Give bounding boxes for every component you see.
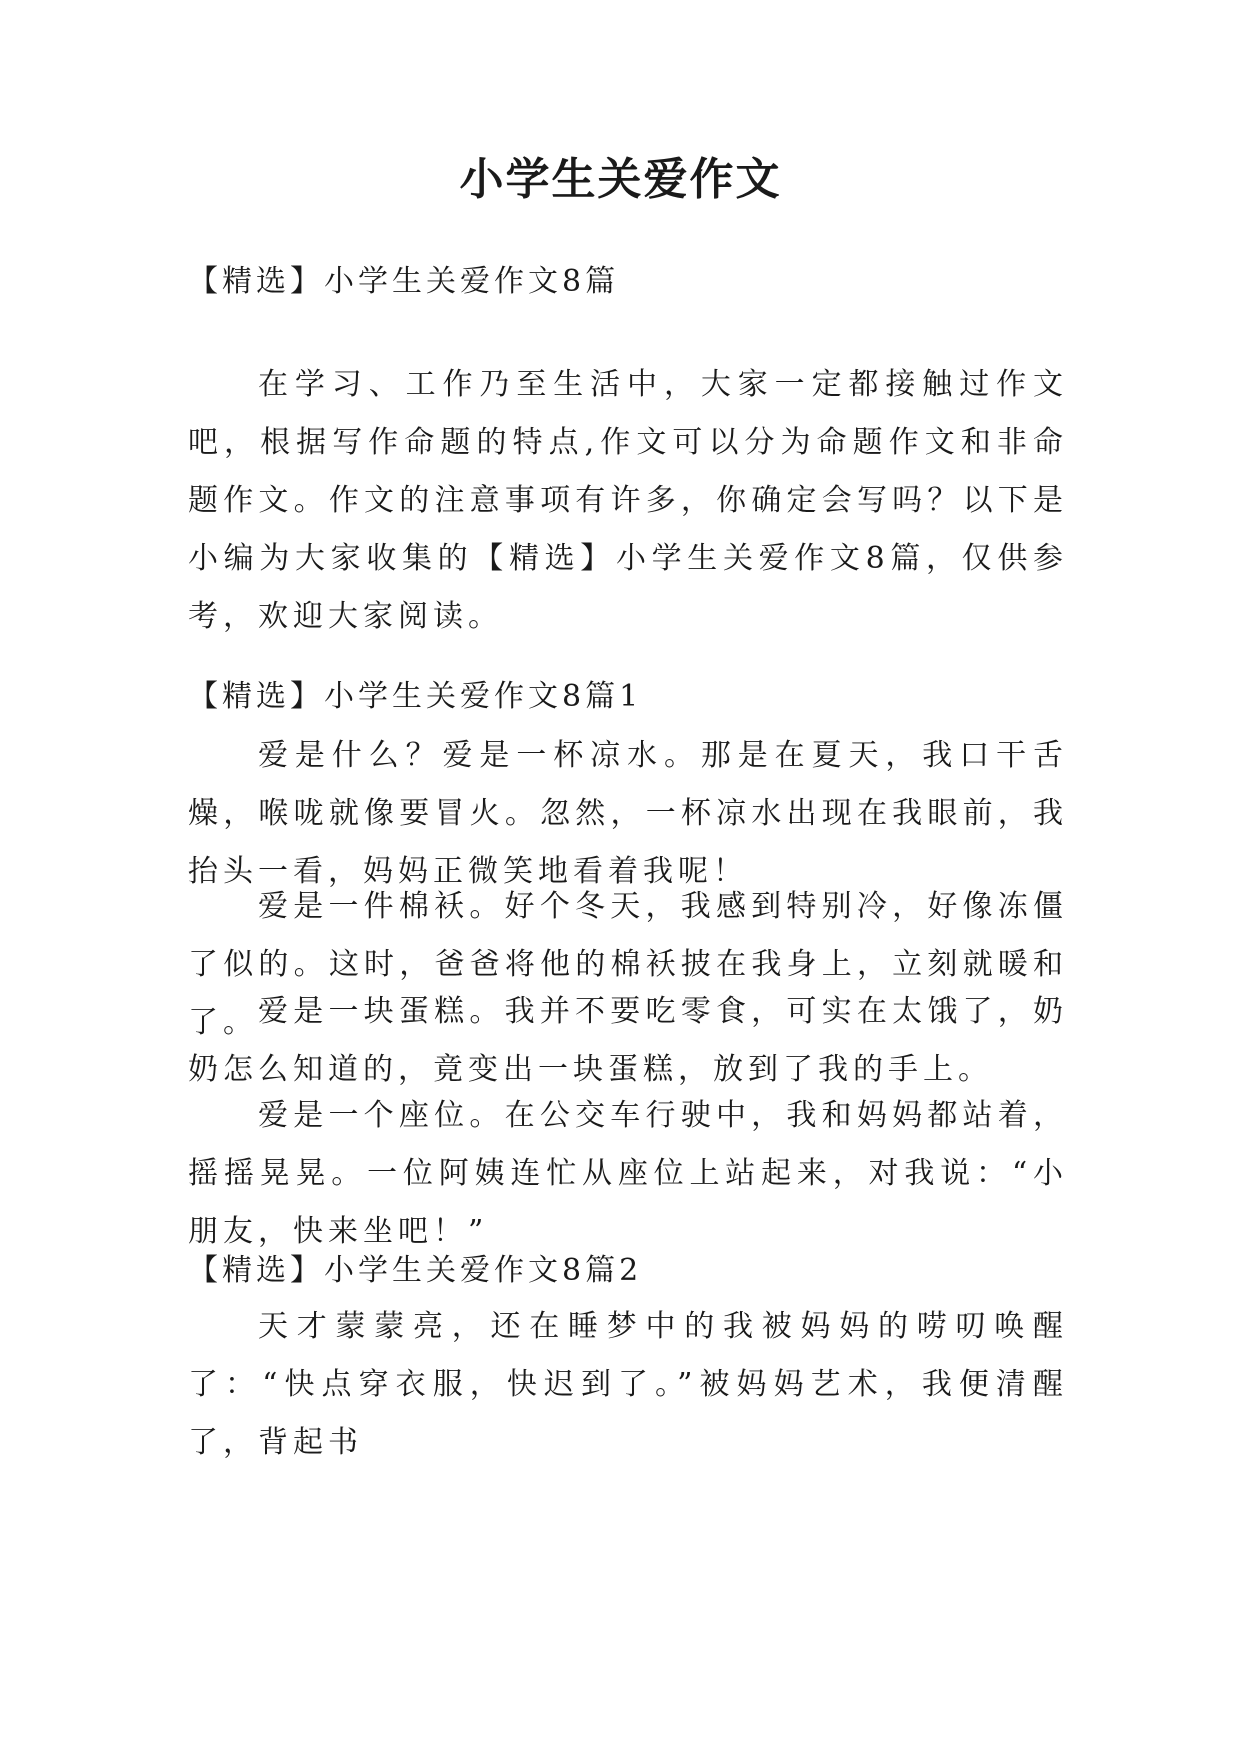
section2-paragraph-1: 天才蒙蒙亮，还在睡梦中的我被妈妈的唠叨唤醒了：“快点穿衣服，快迟到了。”被妈妈艺术，我便清醒了，背起书 [188, 1309, 1068, 1460]
intro-paragraph: 在学习、工作乃至生活中，大家一定都接触过作文吧，根据写作命题的特点,作文可以分为命题作文和非命题作文。作文的注意事项有许多，你确定会写吗？以下是小编为大家收集的【精选】小学生关爱作文8篇，仅供参考，欢迎大家阅读。 [188, 367, 1068, 634]
section1-paragraph-4: 爱是一个座位。在公交车行驶中，我和妈妈都站着，摇摇晃晃。一位阿姨连忙从座位上站起来，对我说：“小朋友，快来坐吧！” [188, 1098, 1068, 1249]
section1-paragraph-3: 爱是一块蛋糕。我并不要吃零食，可实在太饿了，奶奶怎么知道的，竟变出一块蛋糕，放到了我的手上。 [188, 994, 1068, 1087]
section-heading-1: 【精选】小学生关爱作文8篇1 [188, 679, 643, 714]
section1-paragraph-1: 爱是什么？爱是一杯凉水。那是在夏天，我口干舌燥，喉咙就像要冒火。忽然，一杯凉水出现在我眼前，我抬头一看，妈妈正微笑地看着我呢！ [188, 738, 1068, 889]
section1-paragraph-2: 爱是一件棉袄。好个冬天，我感到特别冷，好像冻僵了似的。这时，爸爸将他的棉袄披在我身上，立刻就暖和了。 [188, 889, 1068, 1040]
document-title: 小学生关爱作文 [459, 154, 782, 205]
document-subtitle: 【精选】小学生关爱作文8篇 [188, 264, 620, 299]
section-heading-2: 【精选】小学生关爱作文8篇2 [188, 1253, 643, 1288]
